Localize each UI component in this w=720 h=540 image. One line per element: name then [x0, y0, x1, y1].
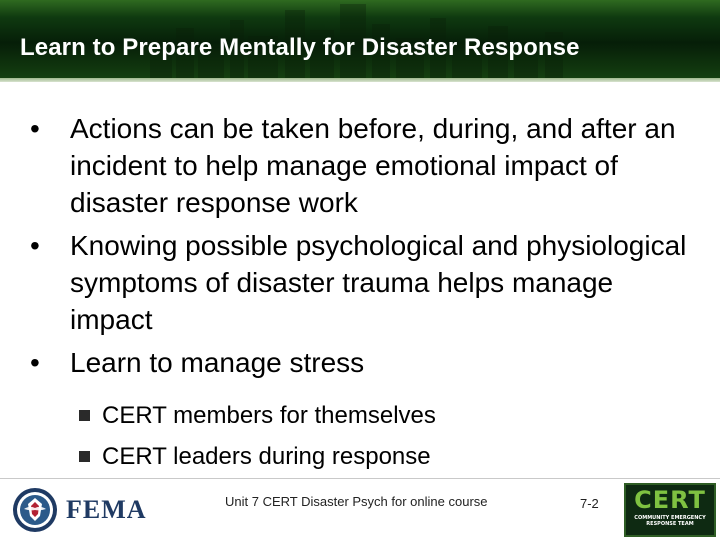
dhs-seal-icon: [12, 487, 58, 533]
square-bullet-icon: [79, 451, 90, 462]
page-number: 7-2: [580, 496, 599, 511]
slide-title: Learn to Prepare Mentally for Disaster Response: [20, 34, 580, 61]
bullet-item: [30, 227, 700, 338]
cert-logo-word: CERT: [634, 486, 706, 514]
bullet-marker: •: [30, 113, 40, 144]
footer: [0, 478, 720, 540]
cert-logo-line2: RESPONSE TEAM: [646, 521, 694, 527]
cert-logo-subtitle: [626, 515, 714, 527]
sub-bullet-text: CERT members for themselves: [102, 402, 436, 429]
bullet-marker: •: [30, 347, 40, 378]
title-divider: [0, 78, 720, 82]
bullet-marker: •: [30, 230, 40, 261]
bullet-text: Learn to manage stress: [70, 347, 365, 378]
bullet-list: [30, 110, 700, 477]
sub-bullet-item: [78, 436, 700, 477]
cert-logo: [624, 483, 716, 537]
footer-divider: [0, 478, 720, 479]
fema-logo: FEMA: [66, 495, 147, 524]
bullet-item: [30, 110, 700, 221]
bullet-text: Knowing possible psychological and physiological symptoms of disaster trauma helps manage impact: [70, 230, 687, 335]
bullet-item: [30, 344, 700, 381]
bullet-text: Actions can be taken before, during, and after an incident to help manage emotional impact of disaster response work: [70, 113, 676, 218]
cert-logo-line1: COMMUNITY EMERGENCY: [634, 515, 706, 521]
course-label: Unit 7 CERT Disaster Psych for online course: [225, 494, 488, 509]
square-bullet-icon: [79, 410, 90, 421]
sub-bullet-list: [78, 395, 700, 477]
sub-bullet-text: CERT leaders during response: [102, 443, 431, 470]
sub-bullet-item: [78, 395, 700, 436]
title-bar: [0, 0, 720, 78]
